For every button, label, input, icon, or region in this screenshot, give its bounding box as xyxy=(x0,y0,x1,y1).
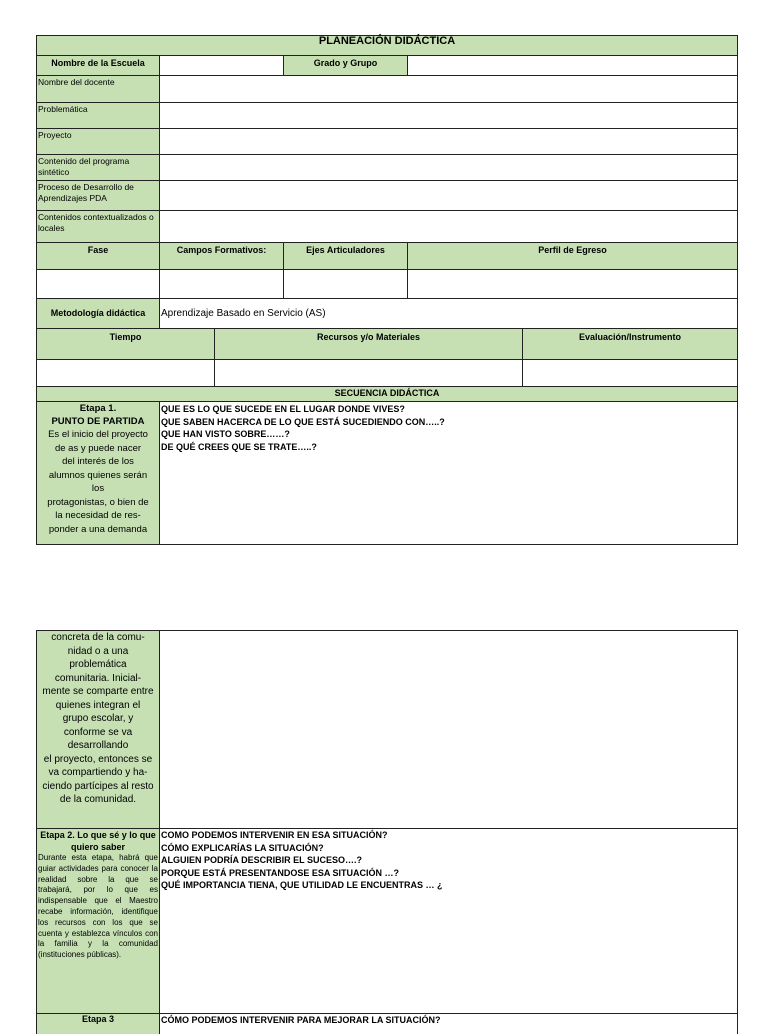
problem-row xyxy=(36,103,738,129)
profile-header: Perfil de Egreso xyxy=(408,243,737,269)
evaluation-header: Evaluación/Instrumento xyxy=(523,329,737,359)
project-label: Proyecto xyxy=(37,129,160,154)
stage2-questions[interactable]: COMO PODEMOS INTERVENIR EN ESA SITUACIÓN? CÓMO EXPLICARÍAS LA SITUACIÓN? ALGUIEN PODRÍA DESCRIBIR EL SUCESO….? PORQUE ESTÁ PRESENTANDOSE ESA SITUACIÓN …? QUÉ IMPORTANCIA TIENA, QUE UTILIDAD LE ENCUENTRAS … ¿ xyxy=(161,830,443,890)
stage1-title: Etapa 1. PUNTO DE PARTIDA xyxy=(51,403,145,427)
stage1-side xyxy=(37,402,160,544)
fields-header: Campos Formativos: xyxy=(160,243,284,269)
teacher-field[interactable] xyxy=(160,76,737,102)
stage1-continued-field[interactable] xyxy=(160,631,737,828)
evaluation-field[interactable] xyxy=(523,360,737,386)
method-row xyxy=(36,299,738,329)
phase-values-row xyxy=(36,270,738,299)
stage3-row xyxy=(36,1014,738,1034)
stage2-side xyxy=(37,829,160,1013)
pda-label: Proceso de Desarrollo de Aprendizajes PDA xyxy=(37,181,160,210)
school-label: Nombre de la Escuela xyxy=(37,56,160,75)
phase-header: Fase xyxy=(37,243,160,269)
stage1-description-continued: concreta de la comu- nidad o a una problemática comunitaria. Inicial- mente se comparte entre quienes integran el grupo escolar, y conforme se va desarrollando el proyecto, entonces se va compartiendo y ha- ciendo partícipes al resto de la comunidad. xyxy=(37,631,160,828)
phase-header-row xyxy=(36,243,738,270)
stage2-title: Etapa 2. Lo que sé y lo que quiero saber xyxy=(40,830,156,852)
contextual-field[interactable] xyxy=(160,211,737,242)
stage3-title: Etapa 3 xyxy=(37,1014,160,1034)
stage1-questions[interactable]: QUE ES LO QUE SUCEDE EN EL LUGAR DONDE VIVES? QUE SABEN HACERCA DE LO QUE ESTÁ SUCEDIENDO CON…..? QUE HAN VISTO SOBRE……? DE QUÉ CREES QUE SE TRATE…..? xyxy=(161,404,445,452)
phase-field[interactable] xyxy=(37,270,160,298)
sequence-title: SECUENCIA DIDÁCTICA xyxy=(36,387,738,402)
school-row xyxy=(36,56,738,76)
method-value[interactable]: Aprendizaje Basado en Servicio (AS) xyxy=(161,308,326,319)
content-row xyxy=(36,155,738,181)
pda-field[interactable] xyxy=(160,181,737,210)
stage1-description: Es el inicio del proyecto de as y puede nacer del interés de los alumnos quienes serán los protagonistas, o bien de la necesidad de res- ponder a una demanda xyxy=(47,429,149,535)
time-field[interactable] xyxy=(37,360,215,386)
method-label: Metodología didáctica xyxy=(37,299,160,328)
stage2-row xyxy=(36,829,738,1014)
contextual-label: Contenidos contextualizados o locales xyxy=(37,211,160,242)
stage3-questions[interactable]: CÓMO PODEMOS INTERVENIR PARA MEJORAR LA SITUACIÓN? xyxy=(161,1015,441,1025)
stage2-description: Durante esta etapa, habrá que guiar actividades para conocer la realidad sobre la que se trabajará, por lo que es indispensable que el Maestro recabe información, identifique los recursos con los que se cuenta y establezca vínculos con la familia y la comunidad (instituciones públicas). xyxy=(38,853,158,960)
content-label: Contenido del programa sintético xyxy=(37,155,160,180)
grade-label: Grado y Grupo xyxy=(284,56,408,75)
stage1-continued-row xyxy=(36,630,738,829)
time-values-row xyxy=(36,360,738,387)
problem-label: Problemática xyxy=(37,103,160,128)
resources-header: Recursos y/o Materiales xyxy=(215,329,523,359)
project-field[interactable] xyxy=(160,129,737,154)
fields-field[interactable] xyxy=(160,270,284,298)
axes-header: Ejes Articuladores xyxy=(284,243,408,269)
teacher-row xyxy=(36,76,738,103)
project-row xyxy=(36,129,738,155)
content-field[interactable] xyxy=(160,155,737,180)
time-header: Tiempo xyxy=(37,329,215,359)
planning-title xyxy=(36,35,738,56)
problem-field[interactable] xyxy=(160,103,737,128)
planning-title-text: PLANEACIÓN DIDÁCTICA xyxy=(318,35,456,47)
axes-field[interactable] xyxy=(284,270,408,298)
contextual-row xyxy=(36,211,738,243)
time-header-row xyxy=(36,329,738,360)
resources-field[interactable] xyxy=(215,360,523,386)
teacher-label: Nombre del docente xyxy=(37,76,160,102)
grade-field[interactable] xyxy=(408,56,737,75)
stage1-row xyxy=(36,402,738,545)
pda-row xyxy=(36,181,738,211)
profile-field[interactable] xyxy=(408,270,737,298)
school-field[interactable] xyxy=(160,56,284,75)
